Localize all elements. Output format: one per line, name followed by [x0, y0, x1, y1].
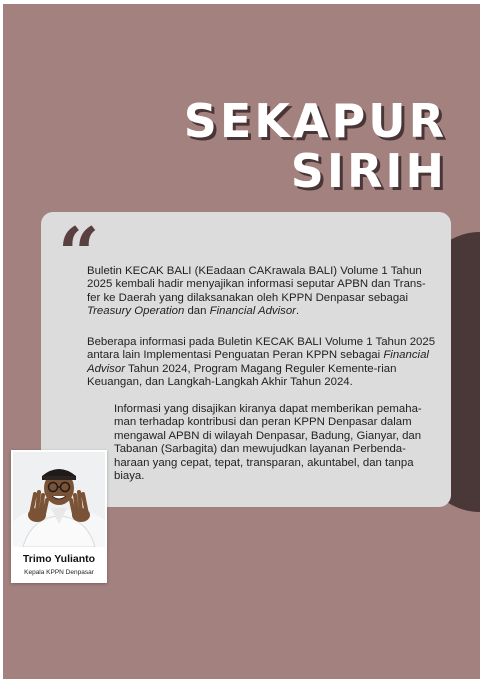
paragraph-1-text-b: dan — [184, 305, 210, 318]
profile-role: Kepala KPPN Denpasar — [24, 569, 94, 576]
title-line-2: SIRIH — [290, 144, 447, 198]
page-title — [184, 96, 447, 196]
portrait-photo — [13, 452, 105, 547]
paragraph-1-emphasis-advisor: Financial Advisor — [209, 305, 296, 318]
paragraph-2-emphasis-advisor: Financial Advisor — [87, 349, 429, 375]
paragraph-1-text-c: . — [295, 305, 300, 318]
paragraph-1-text-a: Buletin KECAK BALI (KEadaan CAKrawala BALI) Volume 1 Tahun 2025 kembali hadir menyajikan informasi seputar APBN dan Trans-fer ke Daerah yang dilaksanakan oleh KPPN Denpasar sebagai — [87, 265, 426, 304]
title-line-1: SEKAPUR — [183, 94, 447, 148]
profile-name: Trimo Yulianto — [22, 553, 96, 565]
paragraph-1 — [87, 265, 437, 319]
paragraph-3: Informasi yang disajikan kiranya dapat memberikan pemaha-man terhadap kontribusi dan peran KPPN Denpasar dalam mengawal APBN di wilayah Denpasar, Badung, Gianyar, dan Tabanan (Sarbagita) dan mewujudkan layanan Perbenda-haraan yang cepat, tepat, transparan, akuntabel, dan tanpa biaya. — [114, 403, 422, 483]
paragraph-2-text-a: Beberapa informasi pada Buletin KECAK BALI Volume 1 Tahun 2025 antara lain Implementasi Penguatan Peran KPPN sebagai — [87, 336, 436, 362]
profile-card — [11, 450, 107, 583]
quote-mark-icon: “ — [58, 211, 100, 296]
top-white-edge — [0, 0, 480, 4]
left-white-edge — [0, 0, 3, 679]
paragraph-2-text-b: Tahun 2024, Program Magang Reguler Kemente-rian Keuangan, dan Langkah-Langkah Akhir Tahun 2024. — [87, 362, 397, 389]
portrait-illustration — [13, 452, 105, 547]
paragraph-2 — [87, 336, 437, 390]
paragraph-1-emphasis-treasury: Treasury Operation — [87, 305, 185, 318]
